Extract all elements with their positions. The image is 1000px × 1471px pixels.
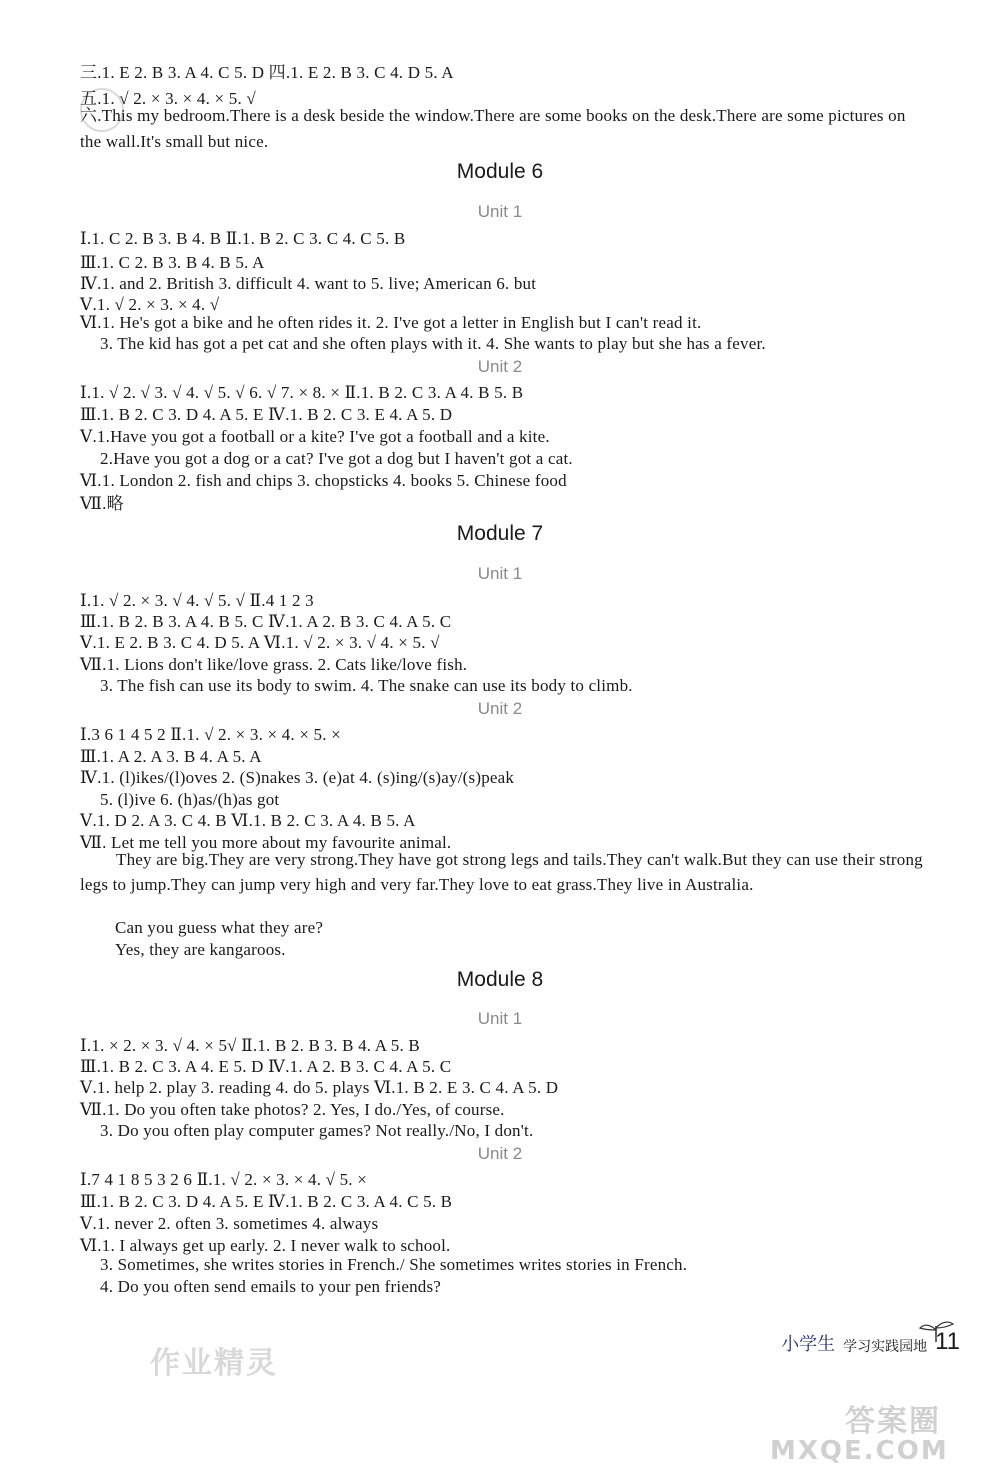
answer-line: Ⅲ.1. B 2. C 3. D 4. A 5. E Ⅳ.1. B 2. C 3. E 4. A 5. D [80, 405, 453, 424]
brand-subtitle: 学习实践园地 [843, 1339, 928, 1355]
answer-line: 5. (l)ive 6. (h)as/(h)as got [100, 790, 280, 809]
answer-line: Ⅰ.3 6 1 4 5 2 Ⅱ.1. √ 2. × 3. × 4. × 5. × [80, 725, 341, 744]
watermark-text: 答案圈 [845, 1404, 941, 1439]
answer-line: Ⅲ.1. A 2. A 3. B 4. A 5. A [80, 747, 262, 766]
unit-heading: Unit 2 [477, 357, 523, 376]
answer-line: Ⅶ.1. Do you often take photos? 2. Yes, I do./Yes, of course. [80, 1100, 505, 1119]
answer-line: Ⅳ.1. (l)ikes/(l)oves 2. (S)nakes 3. (e)at 4. (s)ing/(s)ay/(s)peak [80, 768, 515, 787]
answer-line: Ⅵ.1. London 2. fish and chips 3. chopsticks 4. books 5. Chinese food [80, 471, 567, 490]
answer-line: Ⅴ.1. D 2. A 3. C 4. B Ⅵ.1. B 2. C 3. A 4. B 5. A [80, 811, 416, 830]
unit-heading: Unit 2 [477, 1144, 523, 1163]
answer-line: Ⅶ.略 [80, 494, 124, 513]
answer-line: 3. Sometimes, she writes stories in French./ She sometimes writes stories in French. [100, 1255, 688, 1274]
answer-line: Ⅲ.1. B 2. C 3. D 4. A 5. E Ⅳ.1. B 2. C 3. A 4. C 5. B [80, 1192, 453, 1211]
watermark-text: 作业精灵 [150, 1346, 278, 1381]
answer-line: Ⅰ.1. C 2. B 3. B 4. B Ⅱ.1. B 2. C 3. C 4. C 5. B [80, 229, 406, 248]
unit-heading: Unit 1 [477, 564, 523, 583]
brand-name: 小学生 [781, 1334, 836, 1355]
page-footer [781, 1328, 960, 1356]
answer-line: Ⅵ.1. He's got a bike and he often rides it. 2. I've got a letter in English but I can't read it. [80, 313, 702, 332]
answer-line: 3. Do you often play computer games? Not really./No, I don't. [100, 1121, 534, 1140]
answer-line: 3. The kid has got a pet cat and she often plays with it. 4. She wants to play but she has a fever. [100, 334, 766, 353]
answer-line: Yes, they are kangaroos. [115, 940, 286, 959]
answer-line: Ⅴ.1. √ 2. × 3. × 4. √ [80, 295, 220, 314]
module-heading: Module 6 [456, 160, 544, 183]
answer-line: Can you guess what they are? [115, 918, 324, 937]
unit-heading: Unit 1 [477, 1009, 523, 1028]
module-heading: Module 8 [456, 968, 544, 991]
answer-line: 2.Have you got a dog or a cat? I've got a dog but I haven't got a cat. [100, 449, 573, 468]
answer-line: Ⅲ.1. B 2. B 3. A 4. B 5. C Ⅳ.1. A 2. B 3. C 4. A 5. C [80, 612, 452, 631]
answer-line: Ⅲ.1. C 2. B 3. B 4. B 5. A [80, 253, 265, 272]
watermark-text: MXQE.COM [770, 1436, 949, 1466]
answer-line: Ⅰ.1. √ 2. × 3. √ 4. √ 5. √ Ⅱ.4 1 2 3 [80, 591, 314, 610]
answer-line: 3. The fish can use its body to swim. 4. The snake can use its body to climb. [100, 676, 633, 695]
answer-line: Ⅰ.7 4 1 8 5 3 2 6 Ⅱ.1. √ 2. × 3. × 4. √ 5. × [80, 1170, 367, 1189]
unit-heading: Unit 2 [477, 699, 523, 718]
answer-line: Ⅰ.1. × 2. × 3. √ 4. × 5√ Ⅱ.1. B 2. B 3. B 4. A 5. B [80, 1036, 420, 1055]
answer-line: Ⅶ.1. Lions don't like/love grass. 2. Cats like/love fish. [80, 655, 468, 674]
answer-line: Ⅴ.1. help 2. play 3. reading 4. do 5. plays Ⅵ.1. B 2. E 3. C 4. A 5. D [80, 1078, 559, 1097]
answer-line: Ⅶ. Let me tell you more about my favourite animal. [80, 833, 452, 852]
answer-line: 三.1. E 2. B 3. A 4. C 5. D 四.1. E 2. B 3. C 4. D 5. A [80, 63, 454, 82]
answer-line: Ⅴ.1.Have you got a football or a kite? I've got a football and a kite. [80, 427, 550, 446]
answer-line: 五.1. √ 2. × 3. × 4. × 5. √ [80, 89, 256, 108]
answer-paragraph: 六.This my bedroom.There is a desk beside the window.There are some books on the desk.There are some pictures on the wall.It's small but nice. [80, 106, 906, 151]
answer-line: 4. Do you often send emails to your pen friends? [100, 1277, 442, 1296]
answer-line: Ⅰ.1. √ 2. √ 3. √ 4. √ 5. √ 6. √ 7. × 8. × Ⅱ.1. B 2. C 3. A 4. B 5. B [80, 383, 524, 402]
unit-heading: Unit 1 [477, 202, 523, 221]
answer-line: Ⅲ.1. B 2. C 3. A 4. E 5. D Ⅳ.1. A 2. B 3. C 4. A 5. C [80, 1057, 452, 1076]
answer-line: Ⅴ.1. E 2. B 3. C 4. D 5. A Ⅵ.1. √ 2. × 3. √ 4. × 5. √ [80, 633, 440, 652]
answer-line: Ⅳ.1. and 2. British 3. difficult 4. want to 5. live; American 6. but [80, 274, 537, 293]
page-number: 11 [935, 1328, 960, 1355]
answer-line: Ⅵ.1. I always get up early. 2. I never walk to school. [80, 1236, 451, 1255]
module-heading: Module 7 [456, 522, 544, 545]
answer-line: Ⅴ.1. never 2. often 3. sometimes 4. always [80, 1214, 379, 1233]
answer-paragraph: They are big.They are very strong.They have got strong legs and tails.They can't walk.But they can use their strong legs to jump.They can jump very high and very far.They love to eat grass.They live in Australia. [80, 850, 923, 894]
